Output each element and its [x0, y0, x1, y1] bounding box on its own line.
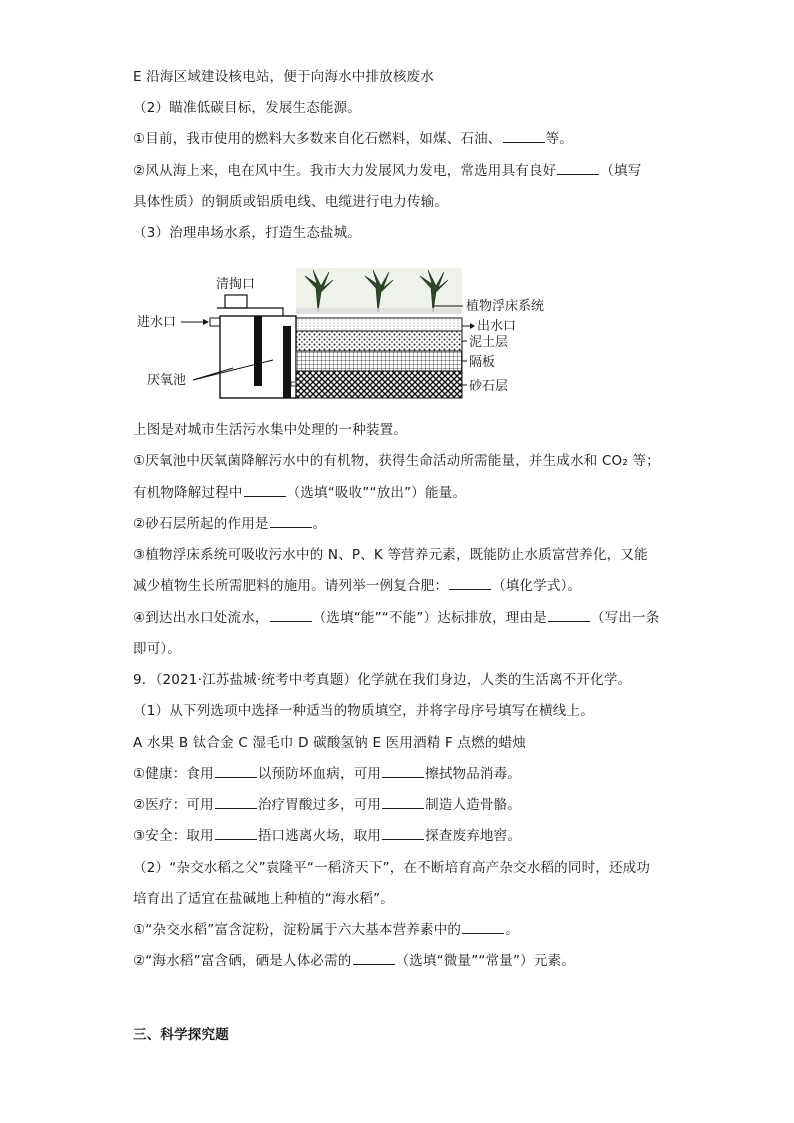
question-wind-line-2: 具体性质）的铜质或铝质电线、电缆进行电力传输。	[133, 194, 449, 210]
question-safety-line: ③安全：取用 捂口逃离火场，取用 探查废弃地窖。	[133, 828, 522, 844]
label-outlet: 出水口	[477, 319, 517, 334]
subquestion-2-rice-line-2: 培育出了适宜在盐碱地上种植的“海水稻”。	[133, 891, 394, 907]
question-health-line: ①健康：食用 以预防坏血病，可用 擦拭物品消毒。	[133, 766, 522, 782]
question-medical-line: ②医疗：可用 治疗胃酸过多，可用 制造人造骨骼。	[133, 797, 522, 813]
answer-blank[interactable]	[353, 952, 395, 965]
plants-icon	[296, 268, 462, 314]
answer-blank[interactable]	[557, 162, 599, 175]
answer-blank[interactable]	[382, 796, 424, 809]
question-fuel-line: ①目前，我市使用的燃料大多数来自化石燃料，如煤、石油、 等。	[133, 131, 573, 147]
question-outlet-line-2: 即可）。	[133, 641, 182, 657]
options-line: A 水果 B 钛合金 C 湿毛巾 D 碳酸氢钠 E 医用酒精 F 点燃的蜡烛	[133, 735, 526, 751]
label-plant-bed: 植物浮床系统	[466, 299, 545, 314]
label-anaerobic-tank: 厌氧池	[147, 373, 187, 388]
label-partition: 隔板	[469, 355, 496, 370]
answer-blank[interactable]	[270, 609, 312, 622]
answer-blank[interactable]	[215, 827, 257, 840]
subquestion-2-heading: （2）瞄准低碳目标，发展生态能源。	[133, 100, 361, 116]
answer-blank[interactable]	[548, 609, 590, 622]
answer-blank[interactable]	[382, 827, 424, 840]
option-e-line: E 沿海区域建设核电站，便于向海水中排放核废水	[133, 69, 434, 85]
answer-blank[interactable]	[449, 577, 491, 590]
diagram-caption: 上图是对城市生活污水集中处理的一种装置。	[133, 422, 407, 438]
question-gravel-line: ②砂石层所起的作用是 。	[133, 516, 327, 532]
question-fertilizer-line: 减少植物生长所需肥料的施用。请列举一例复合肥： （填化学式）。	[133, 578, 582, 594]
question-selenium-line: ②“海水稻”富含硒，硒是人体必需的 （选填“微量”“常量”）元素。	[133, 953, 575, 969]
sewage-treatment-diagram	[133, 268, 545, 408]
answer-blank[interactable]	[215, 796, 257, 809]
label-inlet: 进水口	[137, 315, 177, 330]
question-wind-line: ②风从海上来，电在风中生。我市大力发展风力发电，常选用具有良好 （填写	[133, 163, 642, 179]
question-outlet-line: ④到达出水口处流水， （选填“能”“不能”）达标排放，理由是 （写出一条	[133, 610, 660, 626]
subquestion-1-heading: （1）从下列选项中选择一种适当的物质填空，并将字母序号填写在横线上。	[133, 703, 594, 719]
clean-port-box	[225, 295, 247, 308]
subquestion-2-rice-heading: （2）“杂交水稻之父”袁隆平“一稻济天下”，在不断培育高产杂交水稻的同时，还成功	[133, 860, 651, 876]
inlet-pipe	[210, 318, 220, 326]
label-clean-port: 清掏口	[216, 277, 256, 292]
question-starch-line: ①“杂交水稻”富含淀粉，淀粉属于六大基本营养素中的 。	[133, 922, 519, 938]
subquestion-3-heading: （3）治理串场水系，打造生态盐城。	[133, 225, 361, 241]
answer-blank[interactable]	[215, 765, 257, 778]
question-nutrient-line: ③植物浮床系统可吸收污水中的 N、P、K 等营养元素，既能防止水质富营养化，又能	[133, 547, 648, 563]
partition-layer	[296, 351, 462, 371]
question-9-heading: 9．（2021·江苏盐城·统考中考真题）化学就在我们身边，人类的生活离不开化学。	[133, 672, 632, 688]
answer-blank[interactable]	[244, 484, 286, 497]
answer-blank[interactable]	[503, 130, 545, 143]
soil-layer	[296, 331, 462, 351]
answer-blank[interactable]	[462, 921, 504, 934]
answer-blank[interactable]	[270, 515, 312, 528]
label-gravel-layer: 砂石层	[469, 379, 509, 394]
label-soil-layer: 泥土层	[469, 335, 509, 350]
question-energy-line: 有机物降解过程中 （选填“吸收”“放出”）能量。	[133, 485, 467, 501]
section-heading-inquiry: 三、科学探究题	[133, 1027, 229, 1043]
answer-blank[interactable]	[382, 765, 424, 778]
question-anaerobic-line: ①厌氧池中厌氧菌降解污水中的有机物，获得生命活动所需能量，并生成水和 CO₂ 等；	[133, 453, 660, 469]
gravel-layer	[296, 371, 462, 398]
